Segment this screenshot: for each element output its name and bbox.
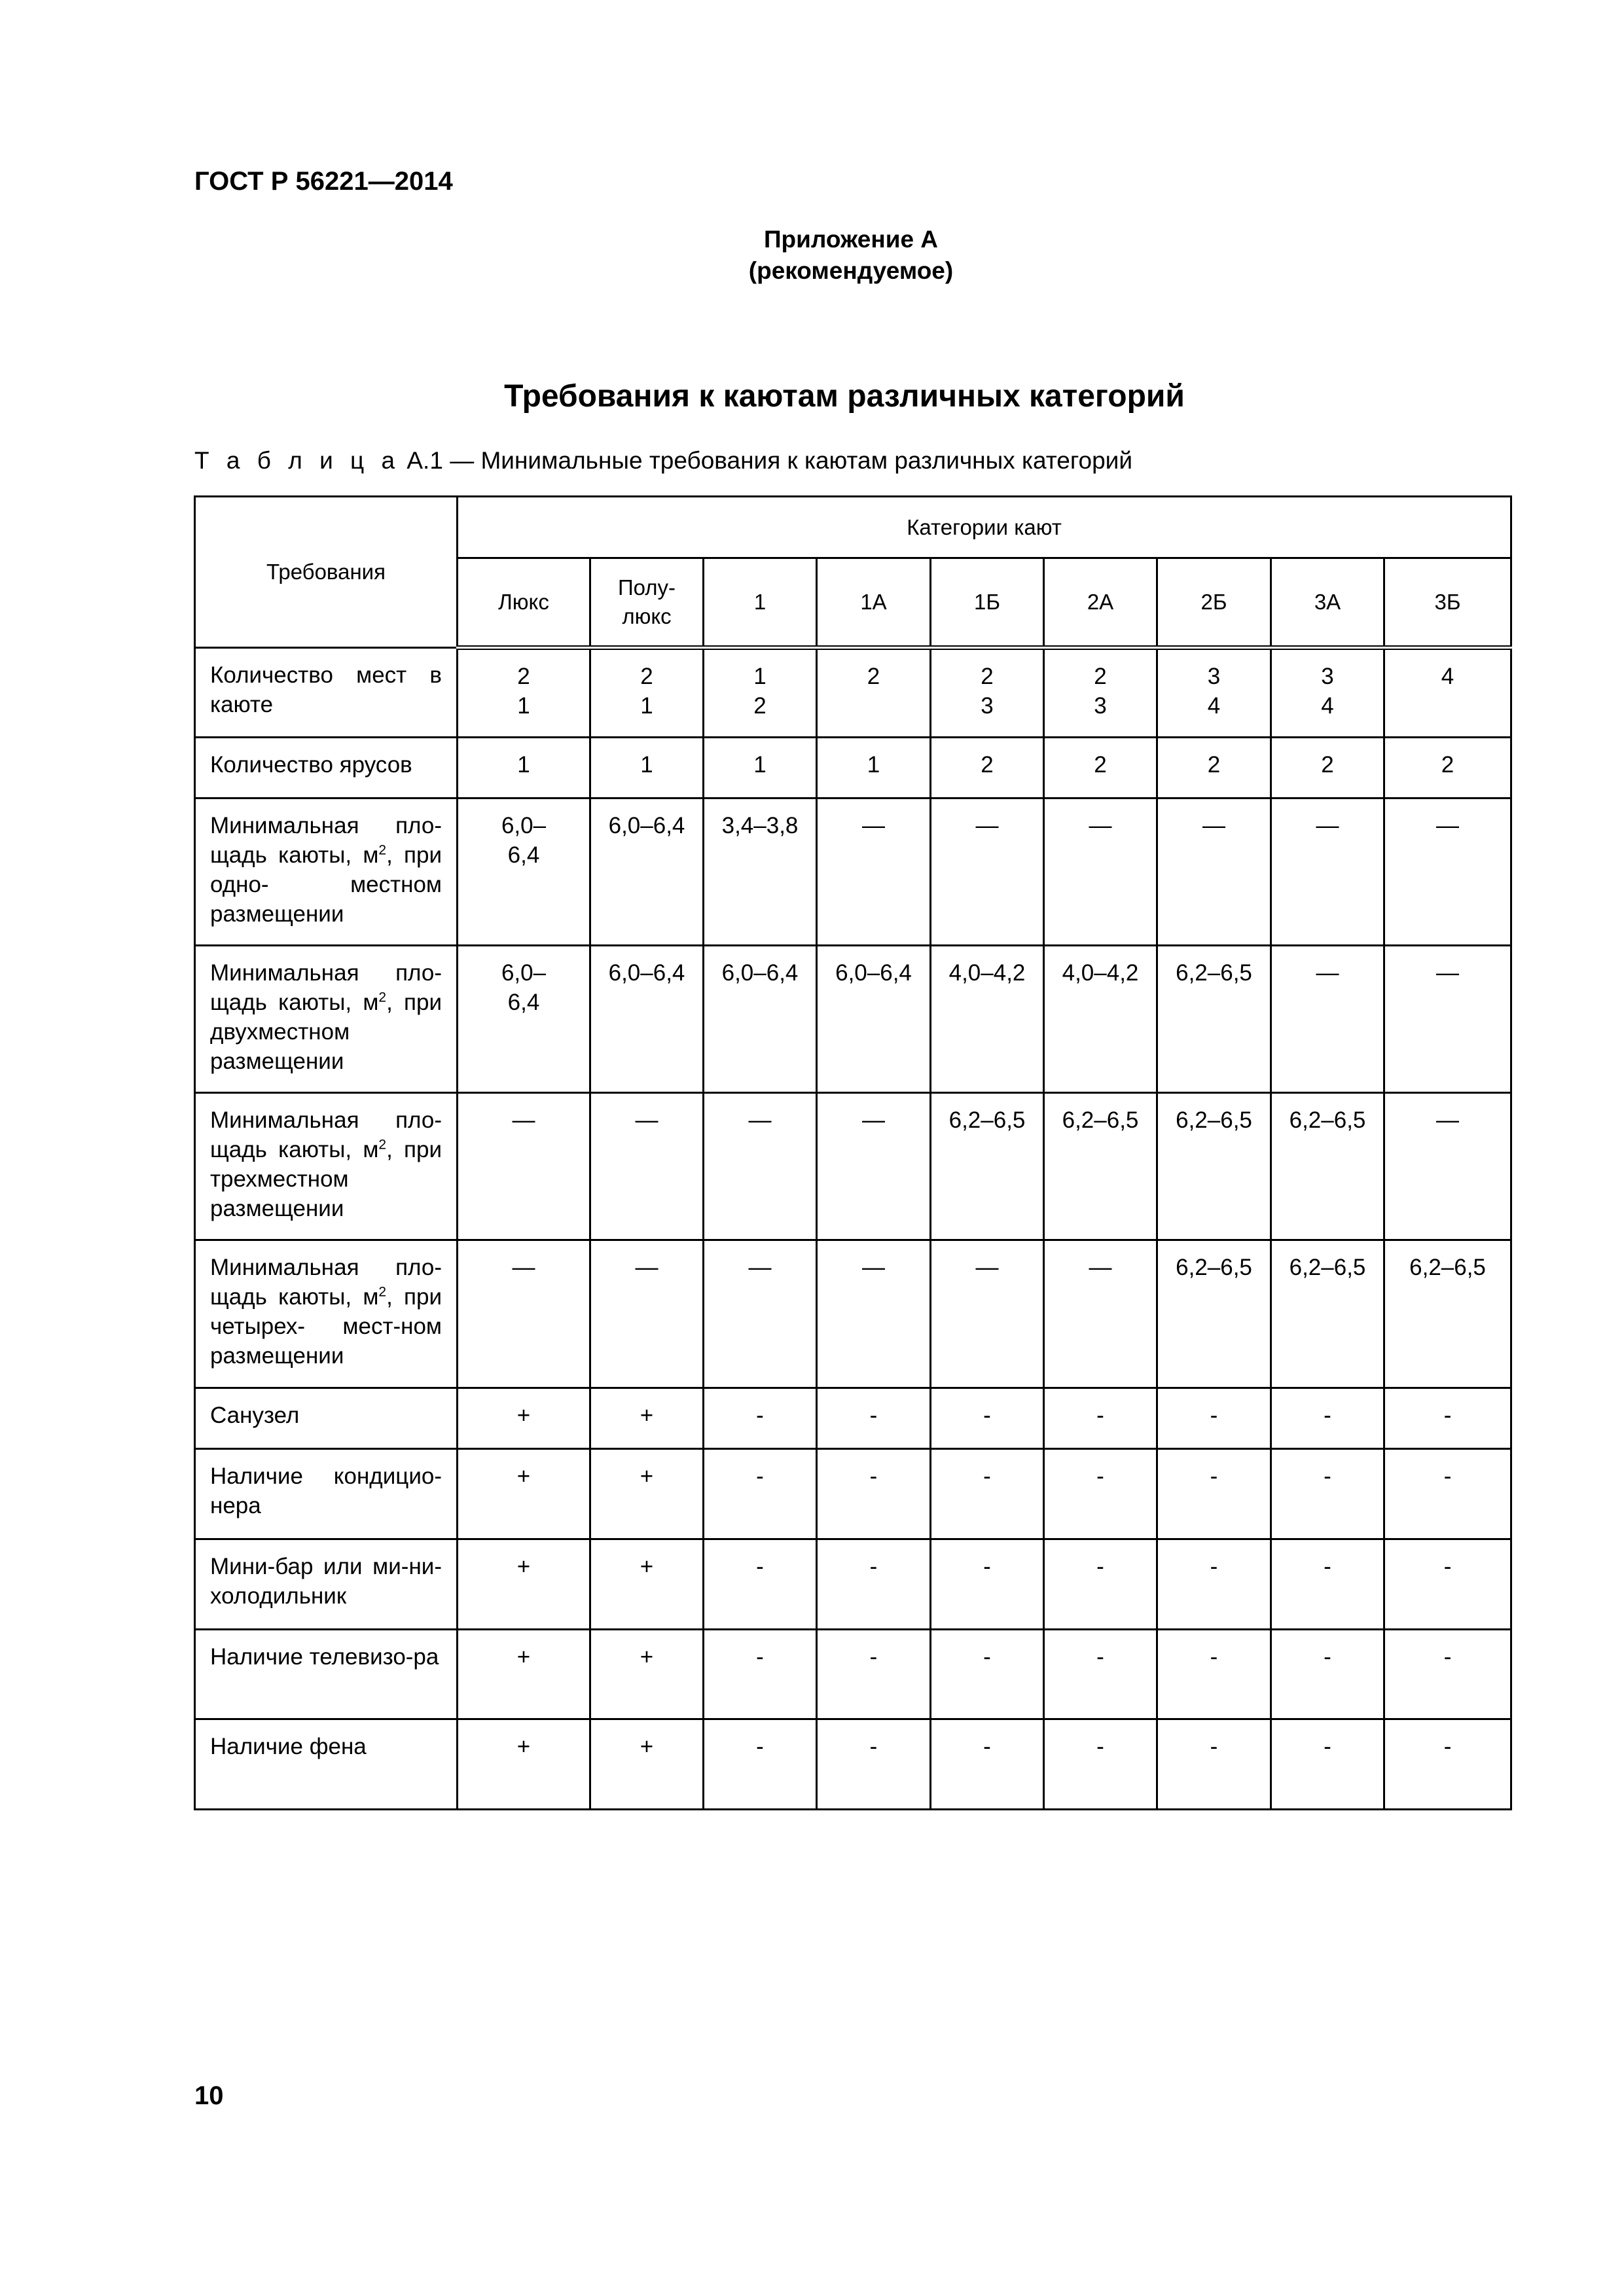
- table-caption-number: А.1: [406, 447, 443, 474]
- table-cell: 2 1: [458, 648, 590, 738]
- category-header-0: Люкс: [458, 558, 590, 648]
- table-cell: 3 4: [1157, 648, 1271, 738]
- table-cell: 2 1: [590, 648, 704, 738]
- row-label-text: , при четырех- мест-ном размещении: [210, 1284, 442, 1369]
- table-cell: -: [1271, 1719, 1384, 1810]
- table-cell: 2: [817, 648, 931, 738]
- table-cell: —: [1271, 798, 1384, 946]
- table-cell: —: [1044, 798, 1157, 946]
- table-cell: —: [590, 1093, 704, 1240]
- table-cell: -: [1384, 1719, 1511, 1810]
- table-caption-text: — Минимальные требования к каютам различных категорий: [450, 447, 1132, 474]
- table-cell: 6,0– 6,4: [458, 798, 590, 946]
- table-cell: +: [458, 1388, 590, 1449]
- category-header-8: 3Б: [1384, 558, 1511, 648]
- table-cell: -: [931, 1630, 1044, 1719]
- table-cell: 1: [458, 738, 590, 798]
- table-cell: 6,0–6,4: [590, 798, 704, 946]
- unit-superscript: 2: [378, 842, 387, 858]
- category-header-6: 2Б: [1157, 558, 1271, 648]
- table-cell: -: [1157, 1630, 1271, 1719]
- cabin-requirements-table: [194, 495, 1512, 1810]
- table-cell: -: [931, 1449, 1044, 1539]
- table-cell: -: [1384, 1539, 1511, 1630]
- table-row: [195, 738, 1511, 798]
- row-label-text: , при одно- местном размещении: [210, 842, 442, 927]
- row-label-text: , при двухместном размещении: [210, 990, 442, 1074]
- table-cell: 3,4–3,8: [704, 798, 817, 946]
- table-cell: 6,2–6,5: [931, 1093, 1044, 1240]
- row-label: [195, 946, 458, 1093]
- row-label-text: Минимальная пло-щадь каюты, м: [210, 813, 442, 868]
- table-cell: 4,0–4,2: [1044, 946, 1157, 1093]
- table-cell: —: [931, 1240, 1044, 1388]
- table-caption-label: Т а б л и ц а: [194, 447, 401, 474]
- table-cell: 6,2–6,5: [1157, 1240, 1271, 1388]
- table-cell: —: [458, 1093, 590, 1240]
- table-cell: 1: [704, 738, 817, 798]
- table-row: [195, 1719, 1511, 1810]
- row-label: [195, 1240, 458, 1388]
- category-header-3: 1А: [817, 558, 931, 648]
- table-cell: —: [817, 1093, 931, 1240]
- table-row: [195, 798, 1511, 946]
- table-cell: 1 2: [704, 648, 817, 738]
- table-cell: 6,0–6,4: [590, 946, 704, 1093]
- page-number: 10: [194, 2081, 224, 2110]
- table-cell: 4,0–4,2: [931, 946, 1044, 1093]
- table-cell: -: [1044, 1388, 1157, 1449]
- table-cell: 6,2–6,5: [1271, 1240, 1384, 1388]
- table-cell: —: [931, 798, 1044, 946]
- table-cell: —: [704, 1240, 817, 1388]
- row-label: Наличие кондицио-нера: [195, 1449, 458, 1539]
- table-row: [195, 946, 1511, 1093]
- row-label: Количество мест в каюте: [195, 648, 458, 738]
- table-cell: -: [1271, 1449, 1384, 1539]
- category-header-4: 1Б: [931, 558, 1044, 648]
- row-label: Наличие фена: [195, 1719, 458, 1810]
- table-cell: -: [1157, 1719, 1271, 1810]
- header-row-1: [195, 497, 1511, 558]
- category-header-5: 2А: [1044, 558, 1157, 648]
- row-label: Наличие телевизо-ра: [195, 1630, 458, 1719]
- category-header-2: 1: [704, 558, 817, 648]
- table-cell: 2: [1044, 738, 1157, 798]
- table-cell: -: [1044, 1539, 1157, 1630]
- row-label: [195, 798, 458, 946]
- table-cell: -: [817, 1388, 931, 1449]
- table-row: [195, 1093, 1511, 1240]
- table-cell: 6,0–6,4: [704, 946, 817, 1093]
- row-label-text: Минимальная пло-щадь каюты, м: [210, 960, 442, 1015]
- requirements-header: Требования: [195, 497, 458, 648]
- table-cell: -: [704, 1539, 817, 1630]
- table-cell: 4: [1384, 648, 1511, 738]
- table-cell: 6,2–6,5: [1044, 1093, 1157, 1240]
- table-cell: —: [590, 1240, 704, 1388]
- table-cell: +: [458, 1630, 590, 1719]
- section-title: Требования к каютам различных категорий: [504, 379, 1185, 414]
- table-caption: [194, 447, 1132, 475]
- table-cell: —: [817, 798, 931, 946]
- table-cell: 6,2–6,5: [1157, 946, 1271, 1093]
- table-cell: +: [458, 1719, 590, 1810]
- table-cell: +: [590, 1719, 704, 1810]
- table-cell: -: [817, 1719, 931, 1810]
- table-cell: —: [1384, 1093, 1511, 1240]
- table-cell: -: [704, 1388, 817, 1449]
- table-cell: 1: [590, 738, 704, 798]
- table-cell: 6,2–6,5: [1271, 1093, 1384, 1240]
- row-label-text: Минимальная пло-щадь каюты, м: [210, 1255, 442, 1310]
- table-cell: -: [704, 1630, 817, 1719]
- table-cell: 2: [1157, 738, 1271, 798]
- row-label: Количество ярусов: [195, 738, 458, 798]
- appendix-title: Приложение А: [763, 226, 939, 253]
- row-label-text: Минимальная пло-щадь каюты, м: [210, 1107, 442, 1162]
- table-cell: -: [1384, 1630, 1511, 1719]
- row-label-text: , при трехместном размещении: [210, 1137, 442, 1221]
- table-cell: +: [590, 1388, 704, 1449]
- table-cell: 2: [931, 738, 1044, 798]
- table-cell: -: [1384, 1449, 1511, 1539]
- table-cell: -: [1271, 1630, 1384, 1719]
- table-cell: 1: [817, 738, 931, 798]
- table-cell: -: [817, 1449, 931, 1539]
- table-cell: +: [590, 1539, 704, 1630]
- table-cell: -: [1157, 1449, 1271, 1539]
- table-cell: —: [704, 1093, 817, 1240]
- document-code: ГОСТ Р 56221—2014: [194, 167, 453, 196]
- table-cell: —: [1157, 798, 1271, 946]
- category-header-7: 3А: [1271, 558, 1384, 648]
- table-cell: —: [1384, 798, 1511, 946]
- unit-superscript: 2: [378, 1137, 387, 1153]
- table-cell: 2: [1384, 738, 1511, 798]
- row-label: Мини-бар или ми-ни-холодильник: [195, 1539, 458, 1630]
- table-cell: -: [1384, 1388, 1511, 1449]
- table-row: [195, 648, 1511, 738]
- table-cell: 2 3: [931, 648, 1044, 738]
- unit-superscript: 2: [378, 1284, 387, 1300]
- table-cell: —: [1044, 1240, 1157, 1388]
- table-cell: -: [1044, 1449, 1157, 1539]
- row-label: Санузел: [195, 1388, 458, 1449]
- table-cell: 6,0– 6,4: [458, 946, 590, 1093]
- table-cell: -: [1271, 1539, 1384, 1630]
- table-cell: -: [931, 1539, 1044, 1630]
- unit-superscript: 2: [378, 990, 387, 1005]
- table-cell: -: [931, 1388, 1044, 1449]
- table-row: [195, 1539, 1511, 1630]
- table-cell: -: [1044, 1719, 1157, 1810]
- table-cell: -: [704, 1719, 817, 1810]
- category-header-1: Полу- люкс: [590, 558, 704, 648]
- table-cell: -: [931, 1719, 1044, 1810]
- table-cell: -: [1157, 1388, 1271, 1449]
- table-cell: +: [590, 1449, 704, 1539]
- table-cell: —: [1271, 946, 1384, 1093]
- table-cell: 2 3: [1044, 648, 1157, 738]
- table-cell: +: [458, 1539, 590, 1630]
- table-cell: +: [590, 1630, 704, 1719]
- table-cell: -: [1157, 1539, 1271, 1630]
- table-cell: 6,2–6,5: [1157, 1093, 1271, 1240]
- row-label: [195, 1093, 458, 1240]
- table-cell: -: [817, 1630, 931, 1719]
- table-cell: -: [1271, 1388, 1384, 1449]
- table-cell: —: [1384, 946, 1511, 1093]
- categories-header: Категории кают: [458, 497, 1511, 558]
- table-row: [195, 1449, 1511, 1539]
- table-cell: -: [704, 1449, 817, 1539]
- table-cell: +: [458, 1449, 590, 1539]
- table-row: [195, 1630, 1511, 1719]
- table-cell: -: [817, 1539, 931, 1630]
- table-row: [195, 1240, 1511, 1388]
- table-row: [195, 1388, 1511, 1449]
- table-cell: —: [458, 1240, 590, 1388]
- table-cell: 3 4: [1271, 648, 1384, 738]
- appendix-heading: [674, 224, 1028, 287]
- table-cell: 6,2–6,5: [1384, 1240, 1511, 1388]
- table-cell: 2: [1271, 738, 1384, 798]
- table-cell: 6,0–6,4: [817, 946, 931, 1093]
- table-cell: —: [817, 1240, 931, 1388]
- appendix-status: (рекомендуемое): [748, 257, 954, 284]
- table-cell: -: [1044, 1630, 1157, 1719]
